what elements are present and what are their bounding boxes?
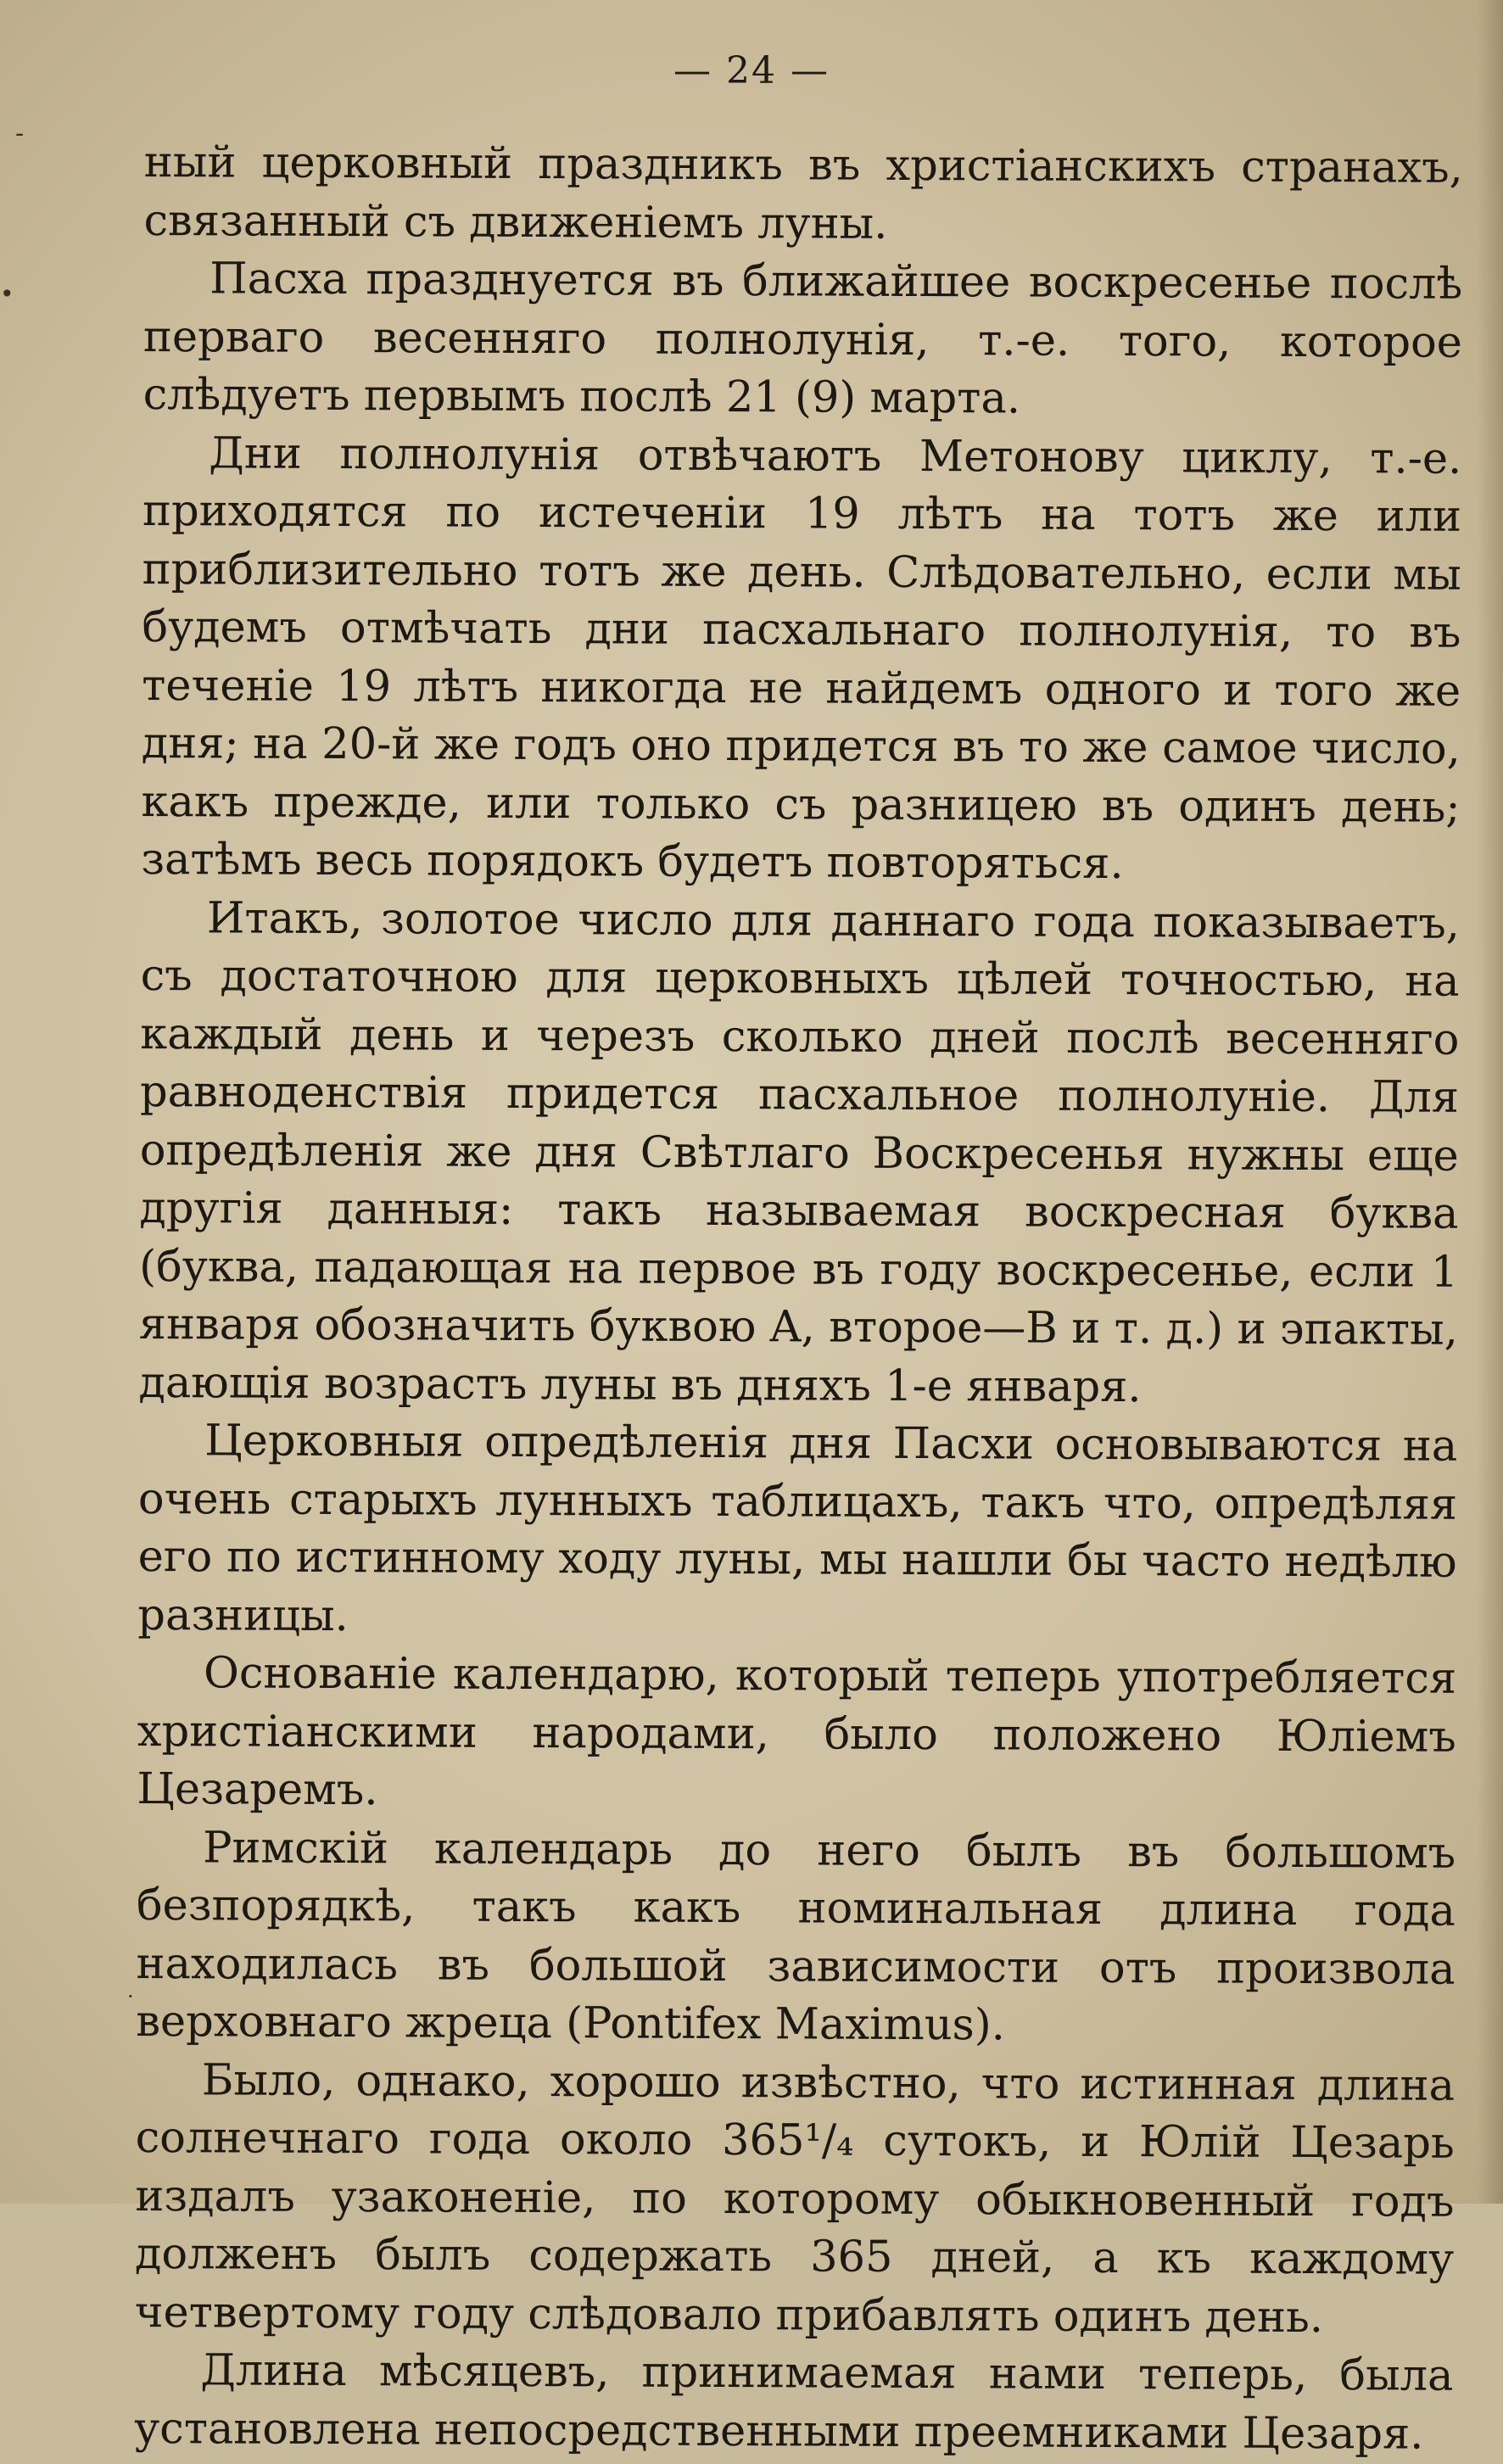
paragraph: Итакъ, золотое число для даннаго года показываетъ, съ достаточною для церковныхъ цѣлей точностью, на каждый день и черезъ сколько дней послѣ весенняго равноденствія придется пасхальное полнолуніе. Для опредѣленія же дня Свѣтлаго Воскресенья нужны еще другія данныя: такъ называемая воскресная буква (буква, падающая на первое въ году воскресенье, если 1 января обозначить буквою A, второе—B и т. д.) и эпакты, дающія возрастъ луны въ дняхъ 1-е января.: [138, 892, 1461, 1412]
paragraph: Пасха празднуется въ ближайшее воскресенье послѣ перваго весенняго полнолунія, т.-е. того, которое слѣдуетъ первымъ послѣ 21 (9) марта.: [142, 254, 1463, 424]
paragraph: Римскій календарь до него былъ въ большомъ безпорядкѣ, такъ какъ номинальная длина года находилась въ большой зависимости отъ произвола верховнаго жреца (Pontifex Maximus).: [136, 1822, 1456, 2051]
paragraph: Дни полнолунія отвѣчаютъ Метонову циклу, т.-е. приходятся по истеченіи 19 лѣтъ на тотъ же или приблизительно тотъ же день. Слѣдовательно, если мы будемъ отмѣчать дни пасхальнаго полнолунія, то въ теченіе 19 лѣтъ никогда не найдемъ одного и того же дня; на 20-й же годъ оно придется въ то же самое число, какъ прежде, или только съ разницею въ одинъ день; затѣмъ весь порядокъ будетъ повторяться.: [141, 427, 1462, 890]
body-text: [134, 134, 1463, 2464]
page-edge-shadow: [1478, 0, 1503, 2204]
margin-speck: ·: [127, 1985, 134, 2009]
paragraph: ный церковный праздникъ въ христіанскихъ странахъ, связанный съ движеніемъ луны.: [143, 137, 1463, 249]
paragraph: Длина мѣсяцевъ, принимаемая нами теперь, была установлена непосредственными преемниками Цезаря.: [134, 2345, 1454, 2460]
paragraph: Было, однако, хорошо извѣстно, что истинная длина солнечнаго года около 365¹/₄ сутокъ, и Юлій Цезарь издалъ узаконеніе, по которому обыкновенный годъ долженъ былъ содержать 365 дней, а къ каждому четвертому году слѣдовало прибавлять одинъ день.: [134, 2054, 1456, 2343]
page-number: — 24 —: [673, 49, 830, 92]
margin-speck: -: [15, 119, 25, 148]
paragraph: Церковныя опредѣленія дня Пасхи основываются на очень старыхъ лунныхъ таблицахъ, такъ что, опредѣляя его по истинному ходу луны, мы нашли бы часто недѣлю разницы.: [137, 1416, 1458, 1641]
paragraph: Основаніе календарю, который теперь употребляется христіанскими народами, было положено Юліемъ Цезаремъ.: [137, 1648, 1457, 1816]
margin-speck: •: [0, 280, 14, 308]
